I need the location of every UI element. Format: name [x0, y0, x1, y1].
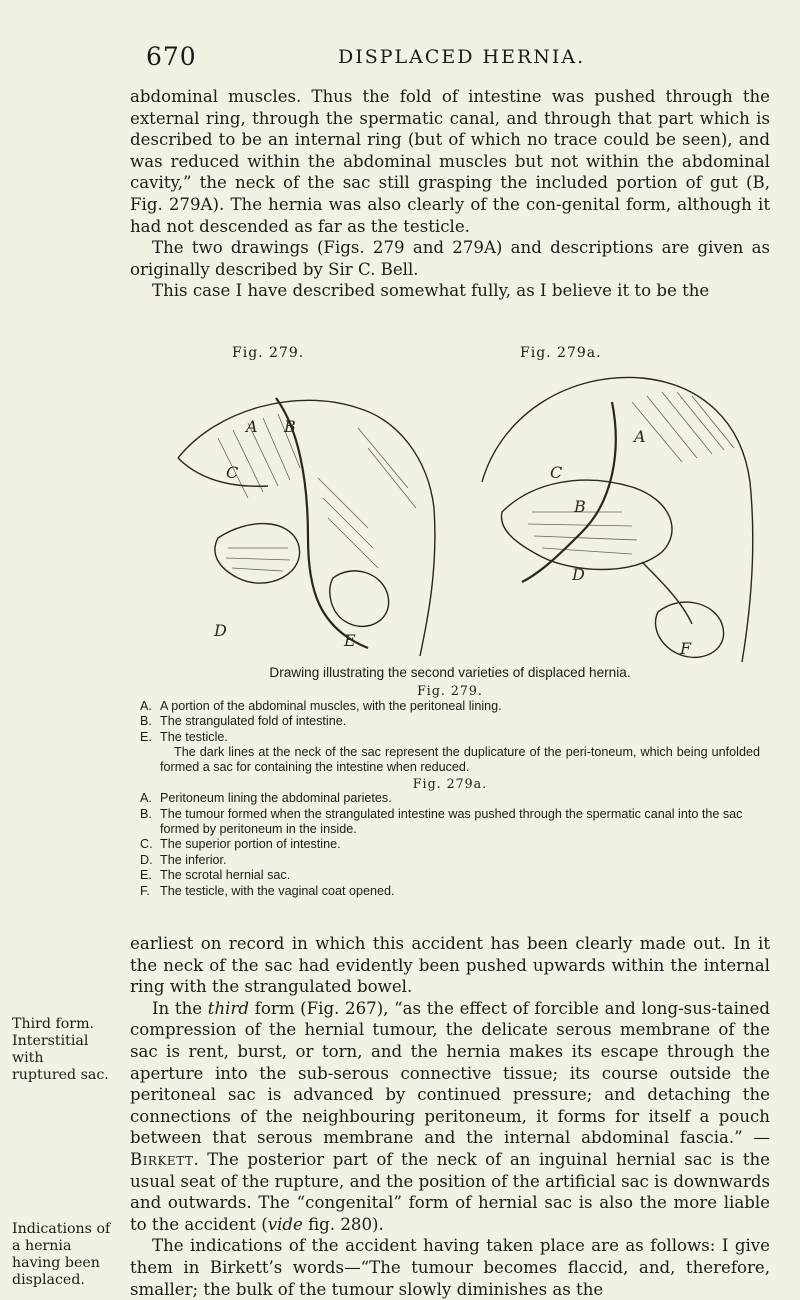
- emphasis: vide: [267, 1214, 303, 1234]
- figure-279a-illustration: [462, 362, 760, 664]
- text-run: In the: [152, 998, 208, 1018]
- letter-d: D: [572, 565, 585, 584]
- legend-key: C.: [140, 837, 153, 852]
- figure-caption: [140, 665, 760, 899]
- legend-text: The inferior.: [160, 852, 227, 867]
- legend-item: [140, 791, 760, 806]
- legend-item: [140, 699, 760, 714]
- paragraph: The two drawings (Figs. 279 and 279A) and descriptions are given as originally described by Sir C. Bell.: [130, 238, 770, 279]
- outer-contour: [178, 400, 435, 656]
- legend-text: A portion of the abdominal muscles, with the peritoneal lining.: [160, 698, 502, 713]
- testicle: [330, 571, 389, 627]
- text-run: . The posterior part of the neck of an inguinal hernial sac is the usual seat of the rupture, and the position of the artificial sac is downwards and outwards. The “congenital” form of hernial sac is also the more liable to the accident (: [130, 1149, 770, 1234]
- figure-279-drawing: [158, 368, 440, 658]
- legend-key: A.: [140, 791, 152, 806]
- marginal-line: displaced.: [12, 1272, 85, 1288]
- paragraph-third-form: [130, 998, 770, 1236]
- hatching: [318, 428, 416, 568]
- caption-note: The dark lines at the neck of the sac represent the duplicature of the peri-toneum, which being unfolded formed a sac for containing the intestine when reduced.: [160, 745, 760, 775]
- paragraph: earliest on record in which this accident has been clearly made out. In it the neck of the sac had evidently been pushed upwards within the internal ring with the strangulated bowel.: [130, 934, 770, 997]
- legend-key: B.: [140, 806, 152, 821]
- inner-contour: [178, 458, 268, 486]
- sac-neck: [642, 562, 692, 624]
- legend-key: A.: [140, 698, 152, 713]
- paragraph: This case I have described somewhat fully, as I believe it to be the: [152, 281, 710, 301]
- marginal-line: ruptured sac.: [12, 1067, 109, 1083]
- page-number: 670: [146, 42, 197, 71]
- letter-a: A: [634, 427, 646, 446]
- letter-d: D: [214, 621, 227, 640]
- legend-key: E.: [140, 868, 152, 883]
- hatching: [226, 548, 290, 571]
- letter-b: B: [574, 497, 586, 516]
- legend-item: [140, 730, 760, 745]
- legend-key: E.: [140, 729, 152, 744]
- marginal-note-indications: [12, 1221, 124, 1289]
- marginal-line: having been: [12, 1255, 100, 1271]
- legend-text: The tumour formed when the strangulated intestine was pushed through the spermatic canal into the sac formed by peritoneum in the inside.: [160, 806, 743, 837]
- figure-279-label: Fig. 279.: [232, 345, 305, 361]
- legend-text: The scrotal hernial sac.: [160, 868, 291, 883]
- figure-279-illustration: [158, 368, 440, 658]
- outer-contour: [482, 377, 753, 662]
- paragraph: The indications of the accident having taken place are as follows: I give them in Birkett’s words—“The tumour becomes flaccid, and, therefore, smaller; the bulk of the tumour slowly diminishes as the: [130, 1236, 770, 1299]
- author-name: Birkett: [130, 1149, 194, 1169]
- legend-item: [140, 837, 760, 852]
- emphasis: third: [207, 998, 250, 1018]
- peritoneum-line: [522, 402, 616, 582]
- marginal-line: Interstitial: [12, 1033, 89, 1049]
- legend-text: The testicle, with the vaginal coat opened.: [160, 883, 395, 898]
- text-run: fig. 280).: [302, 1214, 384, 1234]
- legend-text: The superior portion of intestine.: [160, 837, 341, 852]
- caption-fig-279a-title: Fig. 279a.: [412, 775, 488, 791]
- legend-text: The strangulated fold of intestine.: [160, 714, 347, 729]
- paragraph: abdominal muscles. Thus the fold of intestine was pushed through the external ring, through the spermatic canal, and through that part which is described to be an internal ring (but of which no trace could be seen), and was reduced within the abdominal muscles but not within the abdominal cavity,” the neck of the sac still grasping the included portion of gut (B, Fig. 279A). The hernia was also clearly of the con-genital form, although it had not descended as far as the testicle.: [130, 87, 770, 236]
- letter-b: B: [284, 417, 296, 436]
- figure-279a-drawing: [462, 362, 760, 664]
- marginal-note-third-form: [12, 1016, 124, 1084]
- marginal-line: Third form.: [12, 1016, 95, 1032]
- legend-item: [140, 868, 760, 883]
- marginal-line: a hernia: [12, 1238, 72, 1254]
- caption-fig-279-title: Fig. 279.: [417, 683, 483, 699]
- marginal-line: Indications of: [12, 1221, 111, 1237]
- letter-f: F: [680, 639, 692, 658]
- text-run: form (Fig. 267), “as the effect of forcible and long-sus-tained compression of the hernial tumour, the delicate serous membrane of the sac is rent, burst, or torn, and the hernia makes its escape through the aperture into the sub-serous connective tissue; its course outside the peritoneal sac is advanced by continued pressure; and detaching the connections of the neighbouring peritoneum, it forms for itself a pouch between that serous membrane and the internal abdominal fascia.” —: [130, 998, 771, 1148]
- lower-text-block: [130, 933, 770, 1300]
- legend-key: D.: [140, 852, 153, 867]
- figure-279a-label: Fig. 279a.: [520, 345, 602, 361]
- letter-c: C: [550, 463, 563, 482]
- legend-key: B.: [140, 714, 152, 729]
- legend-item: [140, 807, 760, 838]
- legend-text: Peritoneum lining the abdominal parietes.: [160, 791, 392, 806]
- legend-item: [140, 714, 760, 729]
- legend-item: [140, 884, 760, 899]
- running-title: DISPLACED HERNIA.: [338, 46, 586, 68]
- legend-text: The testicle.: [160, 729, 228, 744]
- caption-title: Drawing illustrating the second varieties of displaced hernia.: [269, 665, 631, 680]
- legend-item: [140, 853, 760, 868]
- intestine-fold: [215, 524, 300, 584]
- hatching: [632, 392, 734, 462]
- legend-key: F.: [140, 883, 150, 898]
- letter-a: A: [246, 417, 258, 436]
- top-text-block: [130, 86, 770, 302]
- page-header: [0, 42, 800, 72]
- letter-c: C: [226, 463, 239, 482]
- letter-e: E: [344, 631, 356, 650]
- marginal-line: with: [12, 1050, 44, 1066]
